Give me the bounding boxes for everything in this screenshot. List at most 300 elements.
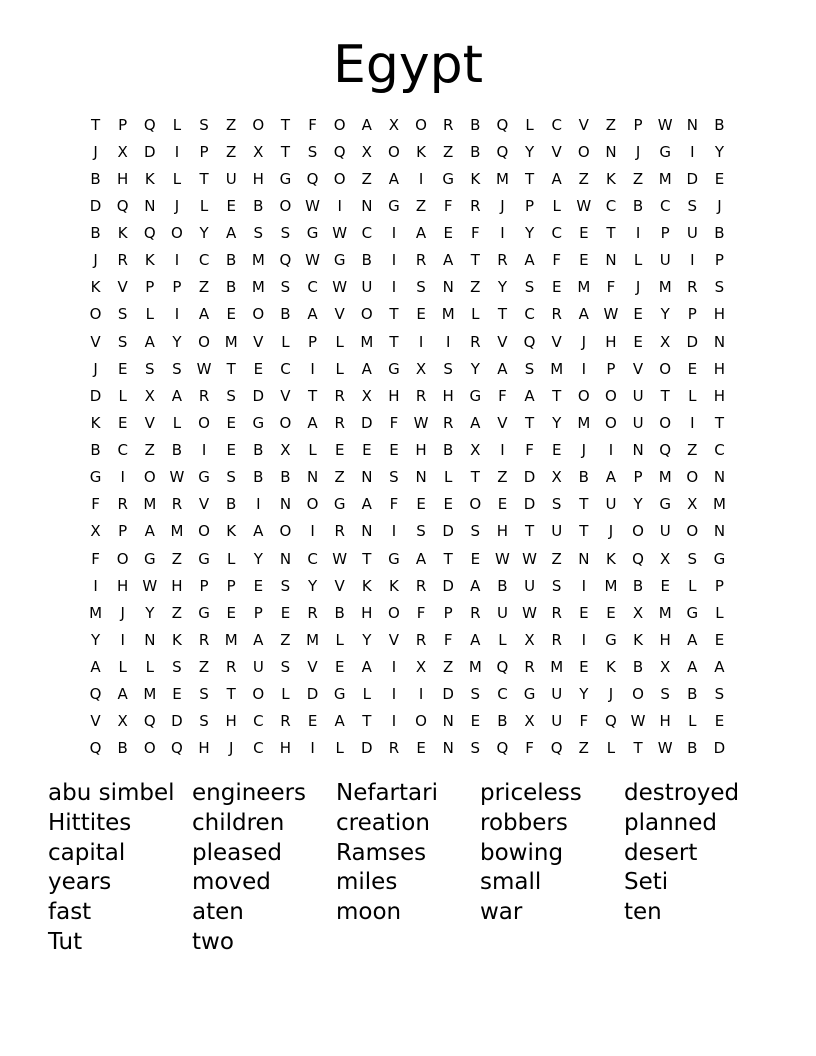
grid-letter: S [280, 278, 291, 297]
grid-letter: F [525, 441, 534, 460]
grid-letter: E [551, 441, 562, 460]
grid-letter: R [334, 386, 345, 405]
grid-letter: T [524, 522, 535, 541]
grid-letter: G [252, 413, 265, 432]
grid-letter: C [714, 441, 725, 460]
grid-letter: A [307, 413, 318, 432]
grid-letter: P [145, 278, 155, 297]
grid-letter: C [307, 278, 318, 297]
grid-letter: Q [550, 739, 563, 758]
word-list-item: Tut [48, 928, 83, 955]
grid-letter: J [581, 332, 587, 351]
grid-letter: L [145, 305, 154, 324]
grid-letter: D [252, 386, 265, 405]
grid-letter: N [442, 739, 454, 758]
grid-letter: P [714, 576, 724, 595]
grid-letter: P [633, 468, 643, 487]
grid-letter: D [713, 739, 726, 758]
grid-letter: S [253, 224, 264, 243]
grid-letter: S [687, 196, 698, 215]
grid-letter: F [470, 224, 480, 243]
grid-letter: V [497, 413, 508, 432]
grid-letter: D [442, 576, 454, 595]
grid-letter: Q [496, 115, 509, 134]
grid-letter: Y [199, 224, 209, 243]
grid-letter: Z [198, 278, 210, 297]
grid-letter: T [443, 549, 453, 568]
grid-letter: Q [523, 332, 536, 351]
grid-letter: E [226, 413, 236, 432]
grid-letter: J [717, 196, 722, 215]
grid-letter: Q [89, 685, 102, 704]
grid-letter: Q [89, 739, 102, 758]
grid-letter: K [633, 630, 643, 649]
grid-letter: J [93, 251, 98, 270]
grid-letter: I [174, 142, 180, 161]
grid-letter: W [576, 196, 592, 215]
grid-letter: K [606, 549, 616, 568]
grid-letter: E [334, 658, 345, 677]
grid-letter: C [198, 251, 210, 270]
grid-letter: G [605, 630, 617, 649]
grid-letter: A [470, 630, 481, 649]
grid-letter: K [389, 576, 399, 595]
grid-letter: Z [605, 115, 617, 134]
grid-row [82, 382, 733, 409]
grid-letter: E [497, 495, 508, 514]
grid-letter: L [688, 712, 697, 731]
grid-letter: O [252, 115, 265, 134]
grid-letter: G [659, 495, 671, 514]
grid-letter: A [687, 658, 698, 677]
grid-letter: Y [633, 495, 643, 514]
grid-letter: S [145, 359, 155, 378]
grid-letter: C [253, 739, 264, 758]
grid-letter: K [117, 224, 128, 243]
grid-letter: B [253, 196, 264, 215]
grid-letter: Q [605, 712, 617, 731]
grid-letter: L [199, 196, 209, 215]
grid-letter: B [226, 251, 237, 270]
grid-letter: Q [143, 224, 156, 243]
grid-letter: E [226, 305, 236, 324]
grid-letter: U [632, 386, 644, 405]
grid-letter: X [415, 359, 427, 378]
grid-letter: R [442, 115, 454, 134]
word-list-item: Seti [624, 869, 669, 896]
grid-row [82, 138, 733, 165]
grid-letter: I [418, 169, 424, 188]
grid-letter: I [690, 142, 695, 161]
grid-letter: X [90, 522, 101, 541]
grid-letter: G [523, 685, 536, 704]
grid-letter: A [578, 305, 589, 324]
grid-letter: N [144, 196, 156, 215]
grid-letter: H [361, 603, 373, 622]
grid-letter: C [280, 359, 291, 378]
word-list-item: ten [624, 899, 662, 926]
grid-letter: N [279, 495, 292, 514]
grid-letter: B [632, 576, 644, 595]
grid-letter: C [361, 224, 373, 243]
grid-letter: H [659, 712, 671, 731]
grid-letter: C [117, 441, 128, 460]
grid-letter: S [416, 522, 426, 541]
word-list-item: two [192, 928, 234, 955]
grid-letter: I [391, 278, 397, 297]
word-list-item: fast [48, 899, 92, 926]
grid-letter: J [93, 359, 98, 378]
grid-letter: W [522, 549, 537, 568]
word-list-item: aten [192, 899, 244, 926]
grid-letter: M [251, 251, 265, 270]
grid-letter: L [688, 576, 697, 595]
grid-letter: Q [143, 115, 156, 134]
grid-letter: O [632, 522, 644, 541]
grid-letter: R [687, 278, 698, 297]
word-list-item: creation [336, 809, 430, 836]
grid-letter: L [227, 549, 236, 568]
grid-letter: E [226, 441, 236, 460]
grid-letter: O [171, 224, 183, 243]
grid-letter: P [199, 142, 209, 161]
grid-letter: O [415, 712, 427, 731]
grid-letter: I [391, 224, 397, 243]
grid-letter: C [551, 115, 562, 134]
grid-row [82, 247, 733, 274]
grid-letter: W [657, 739, 673, 758]
grid-letter: T [524, 413, 535, 432]
grid-letter: P [118, 115, 128, 134]
grid-letter: W [495, 549, 510, 568]
grid-letter: I [581, 359, 587, 378]
grid-letter: U [551, 685, 563, 704]
grid-letter: E [470, 712, 481, 731]
word-list [48, 779, 768, 958]
grid-letter: K [416, 142, 426, 161]
grid-letter: W [305, 196, 320, 215]
grid-letter: N [713, 468, 726, 487]
grid-letter: J [500, 196, 505, 215]
grid-letter: L [471, 305, 480, 324]
grid-letter: B [90, 441, 101, 460]
grid-letter: S [389, 468, 399, 487]
grid-letter: S [280, 658, 291, 677]
grid-row [82, 328, 733, 355]
grid-letter: N [361, 522, 373, 541]
grid-letter: H [605, 332, 617, 351]
grid-letter: L [172, 115, 182, 134]
grid-letter: S [551, 495, 562, 514]
grid-letter: V [632, 359, 644, 378]
grid-letter: O [686, 522, 699, 541]
grid-letter: I [418, 685, 424, 704]
word-list-item: moon [336, 899, 402, 926]
grid-letter: Q [496, 658, 509, 677]
grid-letter: R [442, 413, 454, 432]
grid-letter: B [714, 115, 725, 134]
grid-letter: O [605, 413, 617, 432]
grid-letter: Y [524, 142, 535, 161]
grid-letter: A [361, 359, 372, 378]
grid-letter: T [226, 685, 236, 704]
grid-letter: X [280, 441, 291, 460]
grid-letter: E [226, 603, 236, 622]
grid-letter: O [632, 685, 644, 704]
grid-letter: E [334, 441, 345, 460]
grid-letter: M [577, 413, 591, 432]
grid-letter: I [174, 305, 180, 324]
grid-letter: J [608, 685, 614, 704]
grid-letter: W [603, 305, 619, 324]
grid-letter: L [525, 115, 534, 134]
grid-letter: S [660, 685, 670, 704]
grid-letter: R [388, 739, 400, 758]
word-list-item: moved [192, 869, 271, 896]
grid-letter: C [605, 196, 617, 215]
grid-letter: Z [144, 441, 155, 460]
grid-letter: U [551, 712, 563, 731]
grid-letter: Y [307, 576, 318, 595]
grid-letter: Q [143, 712, 156, 731]
grid-letter: X [117, 712, 128, 731]
grid-letter: F [416, 603, 426, 622]
grid-letter: E [714, 712, 725, 731]
grid-letter: B [280, 305, 291, 324]
grid-letter: D [442, 685, 454, 704]
grid-letter: F [525, 739, 534, 758]
grid-letter: I [581, 576, 587, 595]
grid-letter: W [332, 278, 348, 297]
grid-letter: E [579, 224, 589, 243]
grid-letter: N [686, 115, 698, 134]
grid-letter: I [310, 522, 315, 541]
grid-letter: R [415, 386, 427, 405]
grid-letter: I [581, 630, 587, 649]
grid-letter: W [305, 251, 320, 270]
grid-letter: S [226, 386, 236, 405]
grid-letter: C [551, 224, 562, 243]
grid-letter: N [279, 549, 292, 568]
grid-letter: H [117, 576, 129, 595]
grid-letter: P [660, 224, 670, 243]
grid-letter: P [199, 576, 209, 595]
grid-letter: H [388, 386, 400, 405]
grid-letter: Z [687, 441, 698, 460]
grid-letter: M [441, 305, 455, 324]
grid-letter: E [253, 359, 264, 378]
grid-letter: Y [714, 142, 725, 161]
grid-letter: R [497, 251, 508, 270]
grid-letter: K [606, 658, 616, 677]
grid-letter: S [443, 359, 453, 378]
grid-letter: G [659, 142, 671, 161]
grid-letter: F [443, 630, 453, 649]
grid-letter: T [714, 413, 725, 432]
grid-letter: L [335, 359, 344, 378]
grid-letter: A [144, 522, 155, 541]
grid-letter: O [577, 386, 590, 405]
grid-letter: A [198, 305, 210, 324]
grid-letter: R [470, 603, 481, 622]
grid-letter: R [470, 196, 481, 215]
grid-letter: J [635, 278, 641, 297]
grid-letter: O [143, 739, 156, 758]
grid-row [82, 274, 733, 301]
grid-letter: I [500, 441, 505, 460]
grid-row [82, 301, 733, 328]
grid-letter: G [198, 603, 210, 622]
grid-letter: R [415, 251, 427, 270]
grid-letter: F [389, 495, 399, 514]
grid-letter: S [199, 712, 209, 731]
grid-letter: I [310, 739, 315, 758]
grid-letter: B [687, 739, 698, 758]
word-list-item: engineers [192, 780, 307, 806]
grid-letter: S [470, 685, 481, 704]
grid-letter: O [279, 196, 292, 215]
grid-letter: D [144, 142, 156, 161]
grid-letter: O [577, 142, 590, 161]
grid-letter: L [335, 739, 344, 758]
grid-letter: M [170, 522, 184, 541]
grid-letter: B [90, 224, 101, 243]
grid-letter: I [391, 685, 397, 704]
grid-letter: T [362, 549, 372, 568]
grid-letter: Z [171, 549, 183, 568]
grid-letter: D [171, 712, 183, 731]
grid-letter: E [633, 305, 643, 324]
grid-letter: W [332, 224, 348, 243]
grid-letter: R [524, 658, 535, 677]
grid-letter: J [93, 142, 98, 161]
grid-letter: W [169, 468, 185, 487]
grid-letter: D [442, 522, 454, 541]
grid-letter: W [142, 576, 158, 595]
page-title: Egypt [332, 35, 484, 95]
grid-letter: U [361, 278, 373, 297]
grid-letter: F [552, 251, 561, 270]
grid-row [82, 681, 733, 708]
grid-letter: E [714, 630, 725, 649]
grid-letter: F [91, 549, 100, 568]
grid-row [82, 409, 733, 436]
grid-letter: D [523, 468, 536, 487]
grid-letter: A [415, 224, 427, 243]
grid-letter: U [551, 522, 563, 541]
grid-letter: B [470, 115, 481, 134]
grid-letter: W [630, 712, 646, 731]
grid-letter: K [90, 413, 101, 432]
grid-letter: O [89, 305, 102, 324]
grid-letter: S [551, 576, 562, 595]
grid-letter: O [333, 169, 346, 188]
grid-letter: M [658, 603, 672, 622]
grid-letter: W [657, 115, 673, 134]
grid-letter: O [388, 603, 400, 622]
grid-letter: S [307, 142, 318, 161]
grid-letter: G [469, 386, 482, 405]
grid-letter: T [470, 468, 480, 487]
grid-letter: R [551, 603, 562, 622]
grid-letter: E [714, 169, 725, 188]
grid-letter: O [605, 386, 617, 405]
grid-letter: G [388, 549, 400, 568]
grid-letter: V [144, 413, 155, 432]
grid-letter: J [120, 603, 125, 622]
grid-letter: T [307, 386, 318, 405]
grid-letter: K [172, 630, 182, 649]
grid-letter: N [632, 441, 644, 460]
grid-letter: T [226, 359, 236, 378]
grid-letter: J [581, 441, 587, 460]
grid-letter: B [226, 278, 237, 297]
grid-letter: X [524, 712, 535, 731]
grid-letter: C [524, 305, 535, 324]
grid-row [82, 545, 733, 572]
word-list-item: miles [336, 869, 398, 896]
grid-letter: G [279, 169, 292, 188]
grid-letter: M [468, 658, 482, 677]
grid-letter: S [280, 576, 291, 595]
grid-letter: E [307, 712, 318, 731]
grid-letter: E [416, 739, 426, 758]
grid-letter: P [525, 196, 535, 215]
grid-letter: X [388, 115, 400, 134]
grid-letter: I [174, 251, 180, 270]
grid-letter: H [279, 739, 292, 758]
grid-letter: X [660, 658, 671, 677]
grid-letter: I [337, 196, 342, 215]
grid-letter: H [659, 630, 671, 649]
grid-letter: I [690, 413, 695, 432]
grid-letter: T [389, 305, 399, 324]
grid-letter: M [550, 658, 564, 677]
grid-row [82, 735, 733, 762]
grid-letter: A [415, 549, 427, 568]
grid-letter: B [687, 685, 698, 704]
grid-letter: Z [361, 169, 372, 188]
grid-letter: N [361, 196, 373, 215]
grid-letter: T [660, 386, 670, 405]
grid-letter: A [687, 630, 698, 649]
grid-letter: P [714, 251, 724, 270]
grid-letter: N [361, 468, 373, 487]
grid-letter: Z [578, 739, 589, 758]
word-search-grid [82, 111, 733, 762]
grid-letter: I [120, 630, 125, 649]
grid-letter: X [524, 630, 535, 649]
grid-letter: D [89, 196, 102, 215]
grid-letter: Y [660, 305, 670, 324]
grid-letter: U [659, 522, 671, 541]
grid-row [82, 220, 733, 247]
grid-letter: L [715, 603, 724, 622]
grid-letter: H [198, 739, 210, 758]
grid-letter: R [171, 495, 183, 514]
grid-letter: Y [90, 630, 101, 649]
grid-letter: S [199, 115, 209, 134]
grid-letter: E [389, 441, 399, 460]
grid-letter: B [714, 224, 725, 243]
grid-letter: D [361, 739, 373, 758]
grid-letter: O [333, 115, 346, 134]
grid-letter: B [226, 495, 237, 514]
grid-letter: Q [279, 251, 292, 270]
word-list-item: children [192, 809, 285, 836]
grid-letter: S [524, 278, 535, 297]
grid-letter: M [360, 332, 374, 351]
